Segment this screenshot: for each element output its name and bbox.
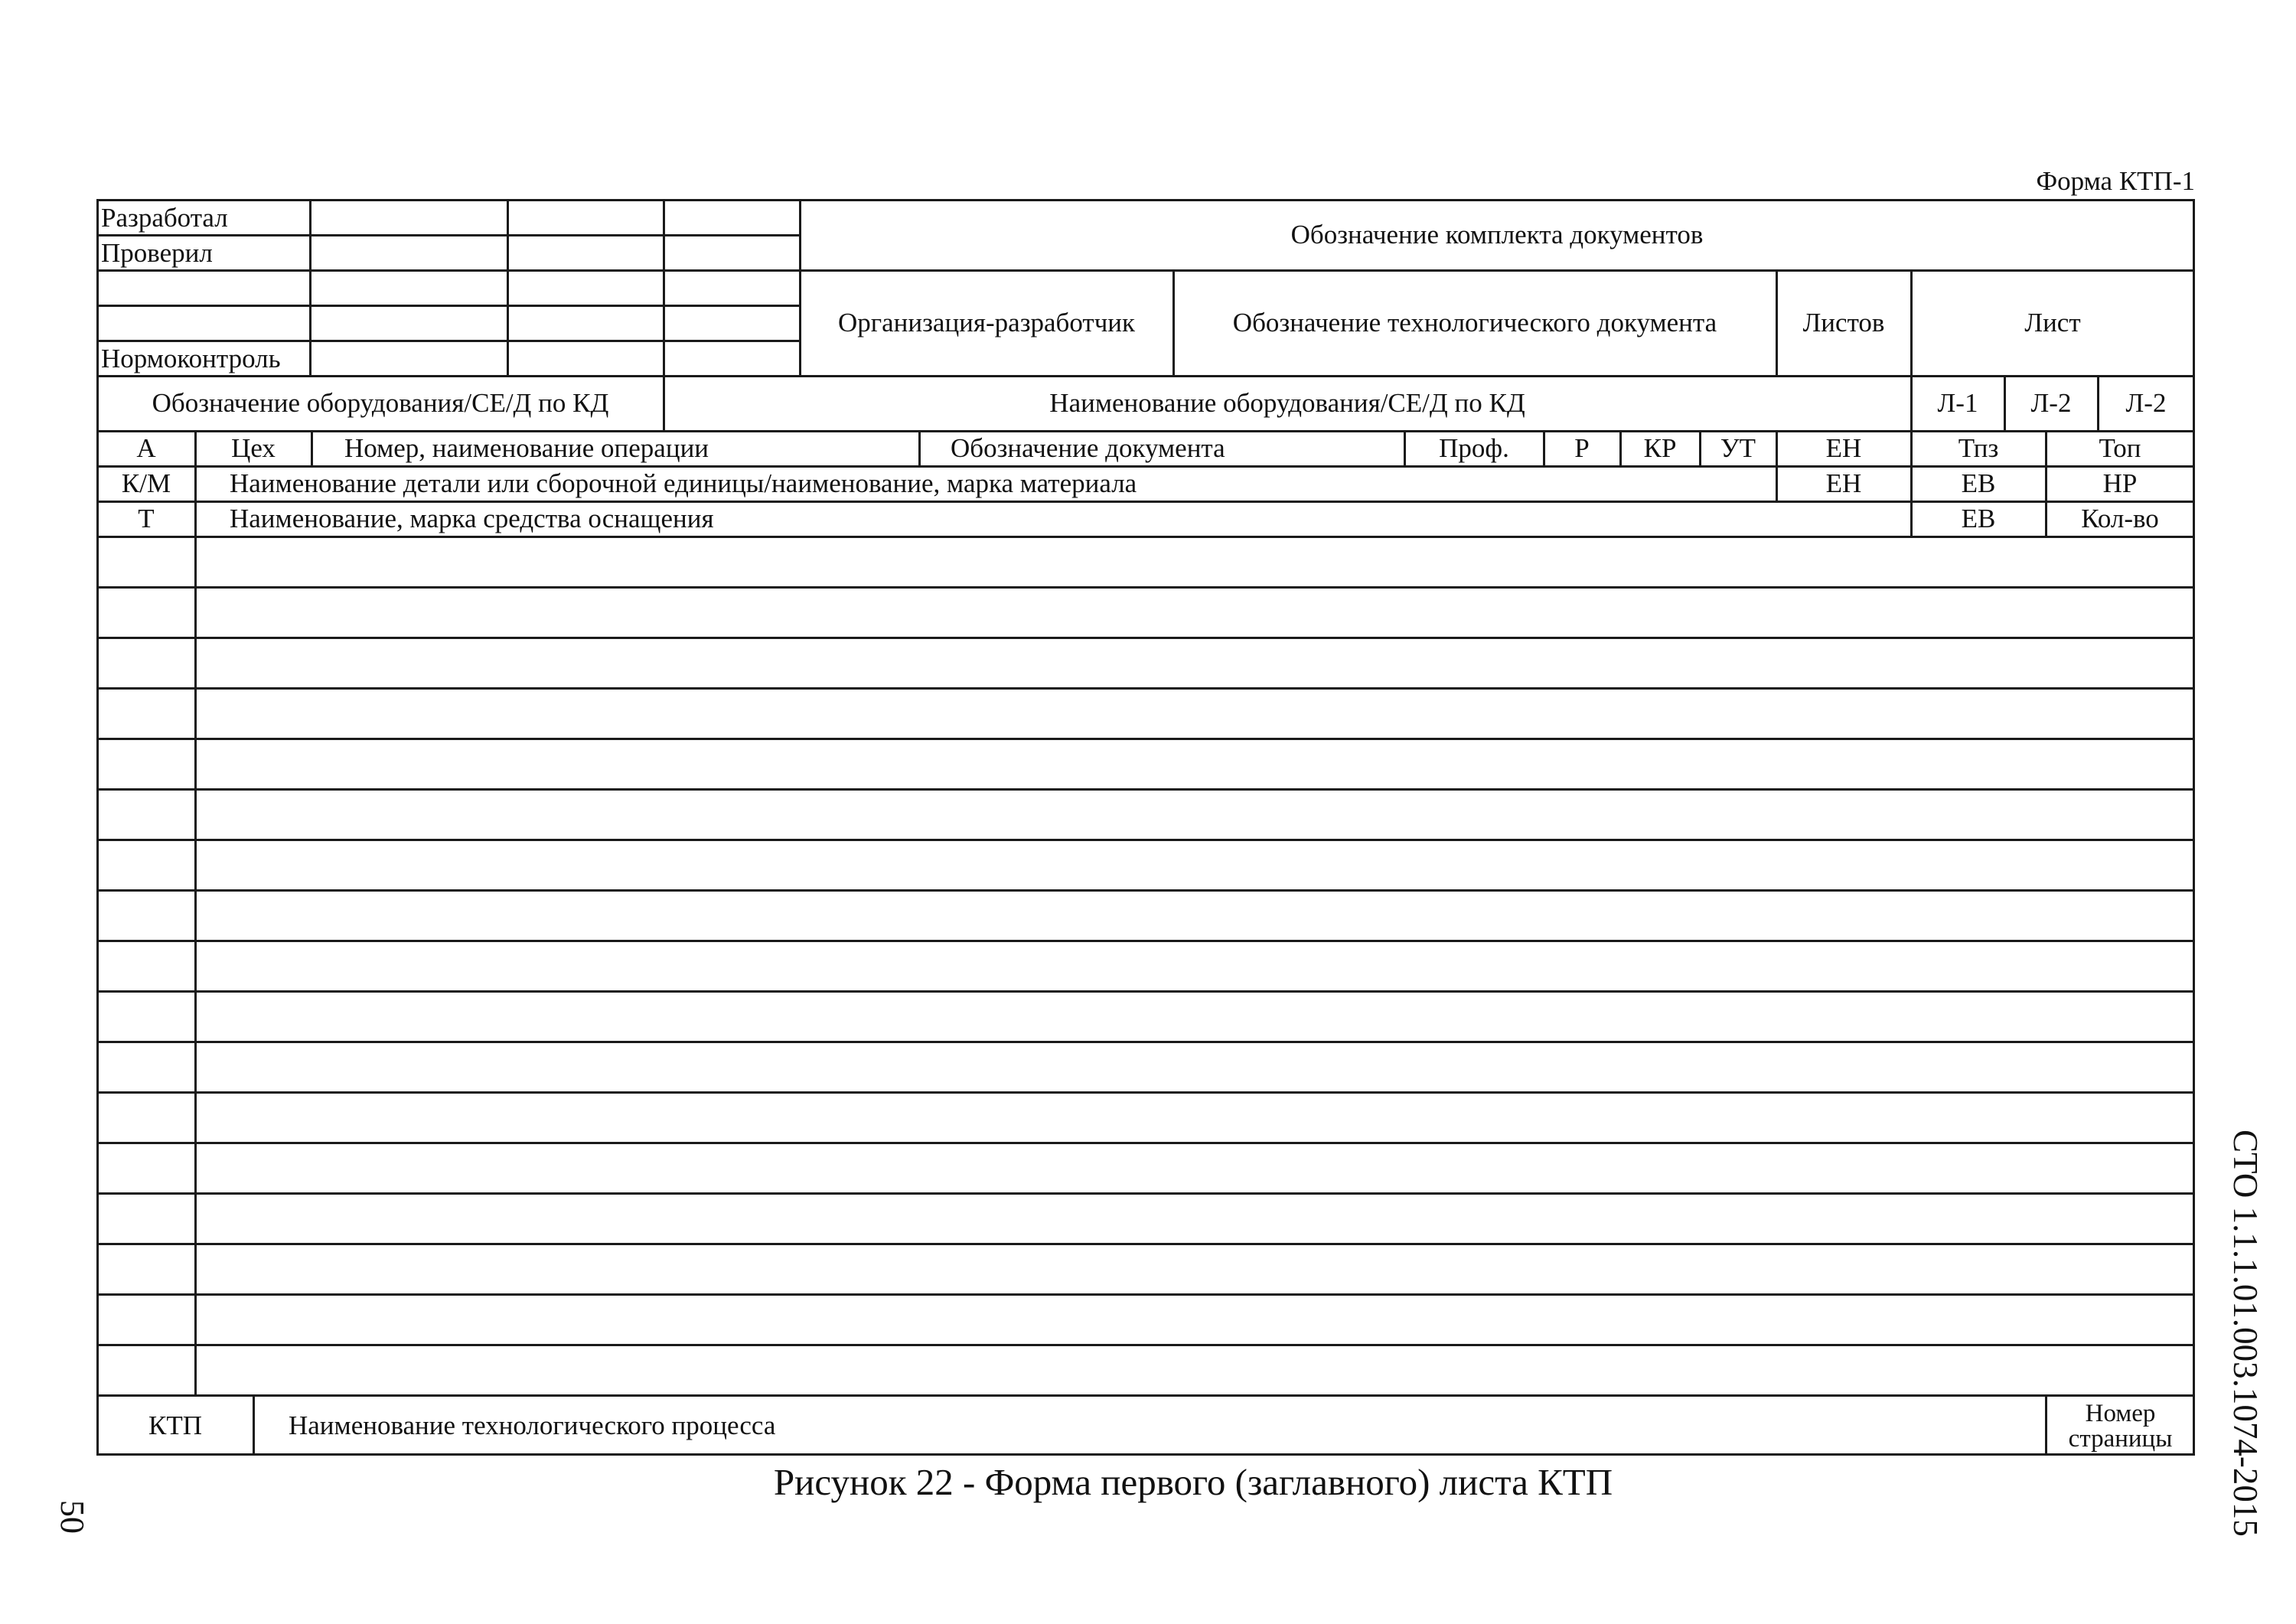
l2-label: Л-2 xyxy=(2030,387,2072,418)
page-number-cell xyxy=(2047,1397,2193,1456)
checked-date-field[interactable] xyxy=(665,236,799,269)
sheet-label: Лист xyxy=(2024,307,2081,338)
doc-set-designation: Обозначение комплекта документов xyxy=(1290,219,1704,249)
developed-date-field[interactable] xyxy=(665,201,799,234)
row-t-code: Т xyxy=(138,503,155,533)
quantity-label: Кол-во xyxy=(2081,503,2159,533)
prof-label: Проф. xyxy=(1439,432,1509,463)
page-number-line2: страницы xyxy=(2068,1424,2173,1453)
equipment-name: Наименование оборудования/СЕ/Д по КД xyxy=(1049,387,1525,418)
page-number: 50 xyxy=(54,1500,91,1534)
process-name-label: Наименование технологического процесса xyxy=(289,1410,776,1441)
equipment-means-label: Наименование, марка средства оснащения xyxy=(230,503,714,533)
organization-developer: Организация-разработчик xyxy=(837,307,1136,338)
norm-control-name-field[interactable] xyxy=(311,341,507,375)
km-ev-label: ЕВ xyxy=(1961,468,1996,498)
checked-signature-field[interactable] xyxy=(509,236,663,269)
norm-control-date-field[interactable] xyxy=(665,341,799,375)
top-label: Топ xyxy=(2099,432,2141,463)
ktp-label: КТП xyxy=(148,1410,202,1441)
document-code: СТО 1.1.1.01.003.1074-2015 xyxy=(2226,1130,2265,1537)
form-label: Форма КТП-1 xyxy=(2036,166,2195,196)
kr-label: КР xyxy=(1643,432,1677,463)
ut-label: УТ xyxy=(1720,432,1756,463)
r-label: Р xyxy=(1574,432,1590,463)
part-name-label: Наименование детали или сборочной единицы/наименование, марка материала xyxy=(230,468,1137,498)
row-a-code: А xyxy=(136,432,156,463)
operation-label: Номер, наименование операции xyxy=(344,432,709,463)
developed-name-field[interactable] xyxy=(311,201,507,234)
checked-name-field[interactable] xyxy=(311,236,507,269)
shop-label: Цех xyxy=(231,432,276,463)
tpz-label: Тпз xyxy=(1958,432,1999,463)
sheets-count-label: Листов xyxy=(1802,307,1885,338)
developed-signature-field[interactable] xyxy=(509,201,663,234)
l1-label: Л-1 xyxy=(1937,387,1978,418)
figure-caption: Рисунок 22 - Форма первого (заглавного) листа КТП xyxy=(773,1461,1613,1503)
t-ev-label: ЕВ xyxy=(1961,503,1996,533)
equipment-designation: Обозначение оборудования/СЕ/Д по КД xyxy=(152,387,609,418)
developed-label: Разработал xyxy=(101,202,228,233)
tech-doc-designation: Обозначение технологического документа xyxy=(1232,307,1717,338)
km-en-label: ЕН xyxy=(1825,468,1862,498)
document-label: Обозначение документа xyxy=(951,432,1225,463)
nr-label: НР xyxy=(2102,468,2138,498)
norm-control-signature-field[interactable] xyxy=(509,341,663,375)
row-km-code: К/М xyxy=(121,468,171,498)
en-label: ЕН xyxy=(1825,432,1862,463)
checked-label: Проверил xyxy=(101,237,213,268)
l2-label-second: Л-2 xyxy=(2125,387,2167,418)
norm-control-label: Нормоконтроль xyxy=(101,343,281,373)
page-number-line1: Номер xyxy=(2085,1399,2156,1427)
